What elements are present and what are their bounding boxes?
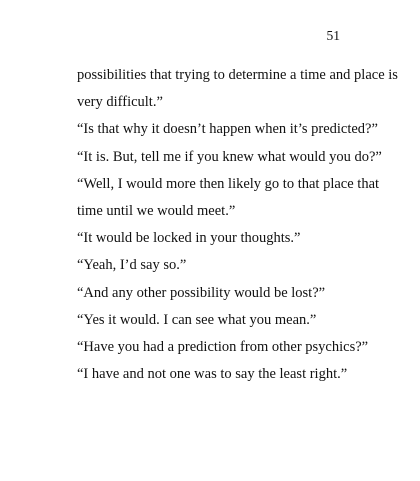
text-line: “And any other possibility would be lost?”	[77, 284, 326, 301]
body-text	[77, 62, 398, 388]
text-line: possibilities that trying to determine a time and place is	[77, 67, 398, 83]
page-number: 51	[326, 28, 340, 43]
text-line: time until we would meet.”	[77, 203, 236, 220]
text-line: “It is. But, tell me if you knew what would you do?”	[77, 148, 382, 165]
text-line: “I have and not one was to say the least right.”	[77, 366, 348, 383]
text-line: “Well, I would more then likely go to that place that	[77, 175, 380, 192]
text-line: very difficult.”	[77, 94, 163, 111]
text-line: “Is that why it doesn’t happen when it’s predicted?”	[77, 121, 378, 138]
text-line: “Yeah, I’d say so.”	[77, 257, 187, 274]
text-line: “Have you had a prediction from other psychics?”	[77, 339, 369, 356]
text-line: “Yes it would. I can see what you mean.”	[77, 311, 317, 328]
text-line: “It would be locked in your thoughts.”	[77, 230, 301, 247]
